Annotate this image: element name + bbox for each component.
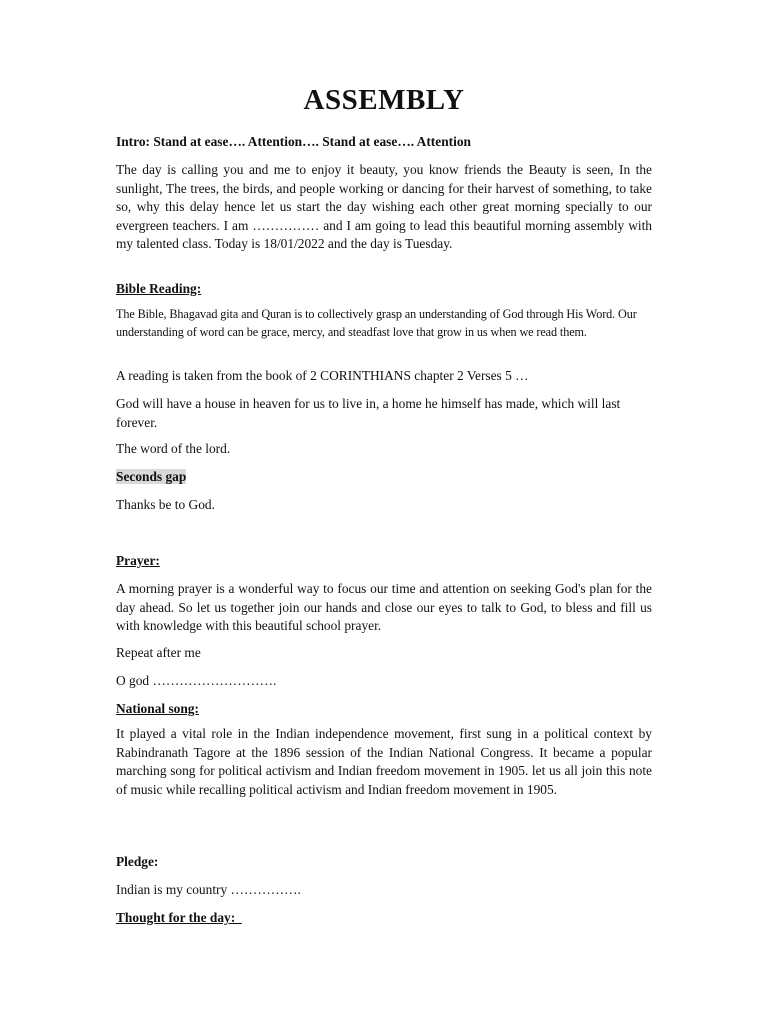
- welcome-paragraph: The day is calling you and me to enjoy it beauty, you know friends the Beauty is seen, In the sunlight, The trees, the birds, and people working or dancing for their harvest of something, to take so, why this delay hence let us start the day wishing each other great morning specially to our evergreen teachers. I am …………… and I am going to lead this beautiful morning assembly with my talented class. Today is 18/01/2022 and the day is Tuesday.: [116, 162, 652, 251]
- bible-reading-heading: Bible Reading:: [116, 281, 202, 296]
- prayer-paragraph: A morning prayer is a wonderful way to focus our time and attention on seeking God's plan for the day ahead. So let us together join our hands and close our eyes to talk to God, to bless and fill us with knowledge with this beautiful school prayer.: [116, 581, 652, 633]
- national-song-paragraph: It played a vital role in the Indian independence movement, first sung in a political context by Rabindranath Tagore at the 1896 session of the Indian National Congress. It became a popular marching song for political activism and Indian freedom movement in 1905. let us all join this note of music while recalling political activism and Indian freedom movement in 1905.: [116, 726, 652, 797]
- word-of-lord: The word of the lord.: [116, 441, 231, 456]
- intro-line: Intro: Stand at ease…. Attention…. Stand at ease…. Attention: [116, 134, 471, 149]
- bible-intro-paragraph: The Bible, Bhagavad gita and Quran is to collectively grasp an understanding of God through His Word. Our understanding of word can be grace, mercy, and steadfast love that grow in us when we read them.: [116, 307, 637, 339]
- seconds-gap-highlight: Seconds gap: [116, 469, 187, 484]
- o-god-line: O god ……………………….: [116, 673, 277, 688]
- national-song-heading: National song:: [116, 701, 199, 716]
- repeat-line: Repeat after me: [116, 645, 201, 660]
- document-title: ASSEMBLY: [303, 84, 465, 116]
- thought-heading: Thought for the day:: [116, 910, 242, 925]
- reading-reference: A reading is taken from the book of 2 CORINTHIANS chapter 2 Verses 5 …: [116, 368, 529, 383]
- thanks-line: Thanks be to God.: [116, 497, 215, 512]
- pledge-line: Indian is my country …………….: [116, 882, 301, 897]
- seconds-gap-label: [116, 468, 652, 487]
- pledge-heading: Pledge:: [116, 854, 159, 869]
- prayer-heading: Prayer:: [116, 553, 160, 568]
- reading-text: God will have a house in heaven for us to live in, a home he himself has made, which will last forever.: [116, 396, 621, 430]
